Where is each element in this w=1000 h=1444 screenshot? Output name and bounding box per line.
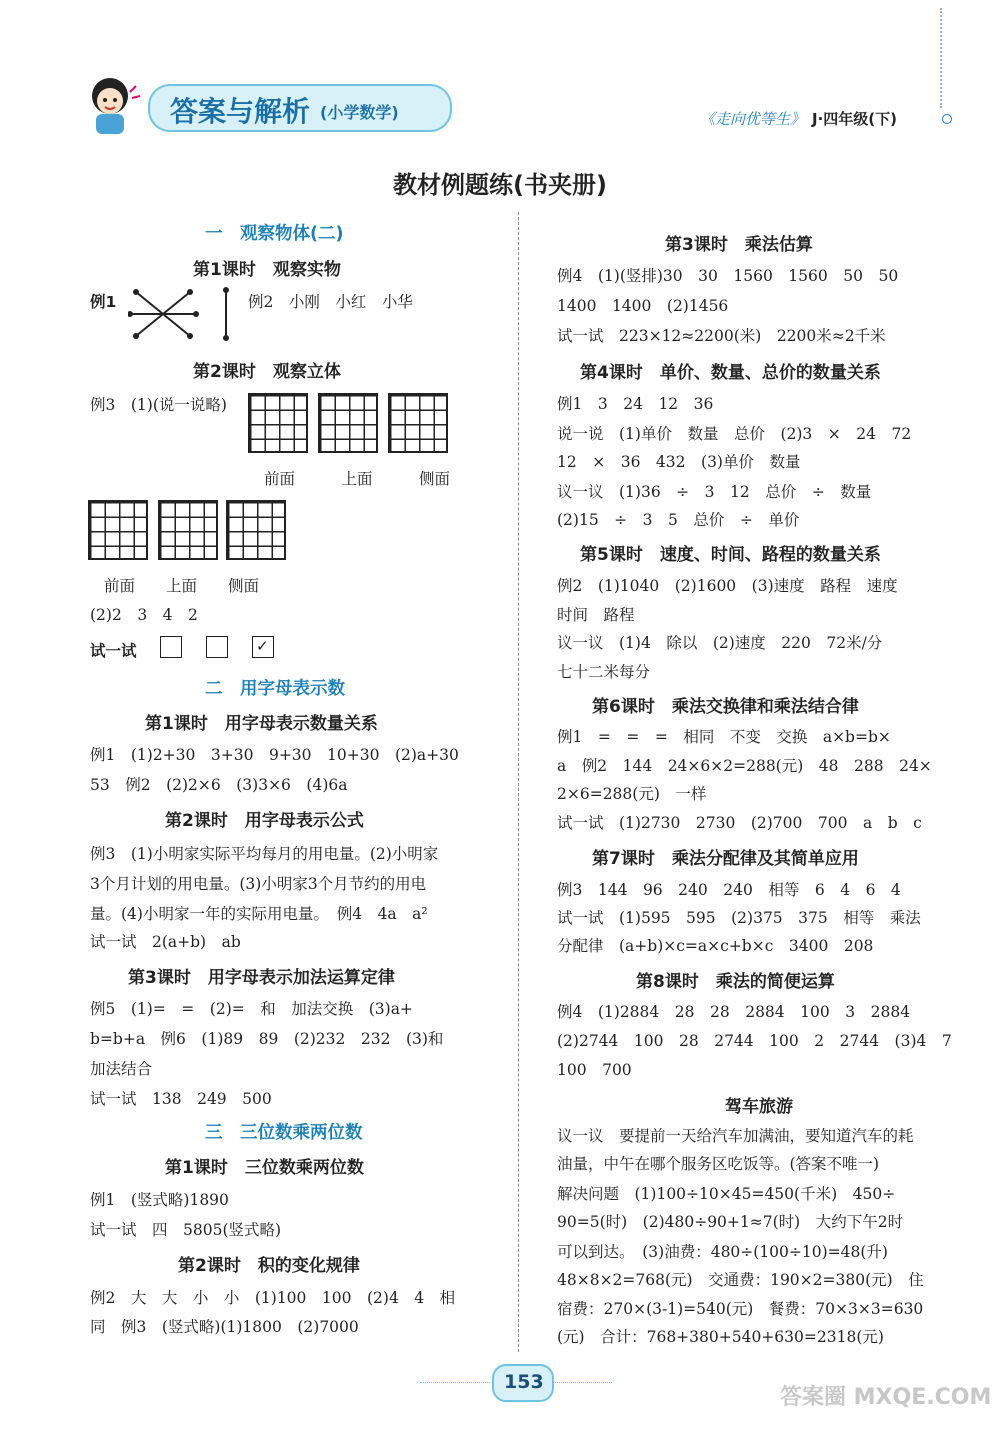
answer-line: 试一试 138 249 500 xyxy=(90,1090,272,1108)
answer-line: 说一说 (1)单价 数量 总价 (2)3 × 24 72 xyxy=(557,425,912,443)
figure-caption: 前面 上面 侧面 xyxy=(104,577,260,595)
try-label: 试一试 xyxy=(90,642,137,660)
grid-figure-front xyxy=(88,500,148,560)
answer-line: 油量，中午在哪个服务区吃饭等。(答案不唯一) xyxy=(557,1155,880,1173)
answer-line: 试一试 (1)595 595 (2)375 375 相等 乘法 xyxy=(557,909,921,927)
grade-label: J·四年级(下) xyxy=(812,110,897,128)
answer-line: 12 × 36 432 (3)单价 数量 xyxy=(557,453,801,471)
example-line: 例3 (1)(说一说略) xyxy=(90,396,227,414)
mascot-icon xyxy=(80,72,144,136)
header-rule xyxy=(940,8,942,108)
answer-line: 例2 大 大 小 小 (1)100 100 (2)4 4 相 xyxy=(90,1289,456,1307)
answer-line: 53 例2 (2)2×6 (3)3×6 (4)6a xyxy=(90,776,348,794)
answer-line: (元) 合计：768+380+540+630=2318(元) xyxy=(557,1328,884,1346)
lesson-heading: 第1课时 三位数乘两位数 xyxy=(165,1158,364,1178)
answer-line: 2×6=288(元) 一样 xyxy=(557,785,707,803)
answer-line: 例3 144 96 240 240 相等 6 4 6 4 xyxy=(557,881,901,899)
answer-line: 1400 1400 (2)1456 xyxy=(557,297,729,315)
lesson-heading: 第5课时 速度、时间、路程的数量关系 xyxy=(580,545,881,565)
answer-line: 例5 (1)= = (2)= 和 加法交换 (3)a+ xyxy=(90,1000,413,1018)
unit3-heading: 三 三位数乘两位数 xyxy=(205,1123,363,1143)
lesson-heading: 第2课时 积的变化规律 xyxy=(178,1256,360,1276)
answer-box xyxy=(206,636,228,658)
lesson-heading: 第2课时 观察立体 xyxy=(193,362,341,382)
answer-line: 七十二米每分 xyxy=(557,663,651,681)
answer-line: (2)2744 100 28 2744 100 2 2744 (3)4 7 xyxy=(557,1032,952,1050)
footer-rule-left xyxy=(420,1382,490,1383)
grid-figure-top xyxy=(318,393,378,453)
lesson-heading: 第1课时 用字母表示数量关系 xyxy=(145,714,378,734)
answer-line: 宿费：270×(3-1)=540(元) 餐费：70×3×3=630 xyxy=(557,1300,924,1318)
answer-line: 量。(4)小明家一年的实际用电量。 例4 4a a² xyxy=(90,905,428,923)
answer-line: 试一试 (1)2730 2730 (2)700 700 a b c xyxy=(557,814,922,832)
lesson-heading: 第1课时 观察实物 xyxy=(193,260,341,280)
answer-line: (2)15 ÷ 3 5 总价 ÷ 单价 xyxy=(557,511,800,529)
answer-line: 时间 路程 xyxy=(557,606,635,624)
watermark: 答案圈 MXQE.COM xyxy=(780,1385,992,1410)
answer-line: 议一议 (1)4 除以 (2)速度 220 72米/分 xyxy=(557,634,883,652)
answer-line: 议一议 要提前一天给汽车加满油，要知道汽车的耗 xyxy=(557,1127,914,1145)
header xyxy=(70,70,950,140)
answer-line: 48×8×2=768(元) 交通费：190×2=380(元) 住 xyxy=(557,1271,924,1289)
answer-line: 加法结合 xyxy=(90,1060,153,1078)
grid-figure-side xyxy=(388,393,448,453)
answer-line: 试一试 四 5805(竖式略) xyxy=(90,1221,282,1239)
check-icon: ✓ xyxy=(256,637,269,655)
series-name: 《走向优等生》 xyxy=(700,110,806,128)
grid-figure-front xyxy=(248,393,308,453)
example-line: 例2 小刚 小红 小华 xyxy=(248,293,413,311)
answer-line: 议一议 (1)36 ÷ 3 12 总价 ÷ 数量 xyxy=(557,483,872,501)
answer-line: 试一试 2(a+b) ab xyxy=(90,933,241,951)
figure-caption: 前面 上面 侧面 xyxy=(264,470,451,488)
star-lines-figure xyxy=(128,284,238,344)
grid-figure-side xyxy=(226,500,286,560)
answer-line: 试一试 223×12≈2200(米) 2200米≈2千米 xyxy=(557,327,886,345)
lesson-heading: 第3课时 用字母表示加法运算定律 xyxy=(128,968,395,988)
header-badge xyxy=(148,84,452,132)
page-title: 教材例题练(书夹册) xyxy=(393,171,607,199)
unit2-heading: 二 用字母表示数 xyxy=(205,679,345,699)
lesson-heading: 第6课时 乘法交换律和乘法结合律 xyxy=(592,697,859,717)
answer-line: 解决问题 (1)100÷10×45=450(千米) 450÷ xyxy=(557,1185,896,1203)
grid-figure-top xyxy=(158,500,218,560)
page-number-badge xyxy=(492,1364,554,1402)
answer-line: 90=5(时) (2)480÷90+1≈7(时) 大约下午2时 xyxy=(557,1213,904,1231)
badge-title: 答案与解析 xyxy=(170,95,311,128)
answer-line: 例1 = = = 相同 不变 交换 a×b=b× xyxy=(557,728,891,746)
example-label: 例1 xyxy=(90,293,117,311)
badge-subtitle: (小学数学) xyxy=(320,103,399,122)
answer-line: 3个月计划的用电量。(3)小明家3个月节约的用电 xyxy=(90,875,427,893)
footer-rule-right xyxy=(552,1382,612,1383)
column-divider xyxy=(518,212,519,1352)
answer-line: 同 例3 (竖式略)(1)1800 (2)7000 xyxy=(90,1318,359,1336)
answer-line: 100 700 xyxy=(557,1061,632,1079)
answer-line: 例3 (1)小明家实际平均每月的用电量。(2)小明家 xyxy=(90,845,439,863)
answer-line: 可以到达。 (3)油费：480÷(100÷10)=48(升) xyxy=(557,1243,888,1261)
section-heading: 驾车旅游 xyxy=(725,1097,793,1117)
answer-line: a 例2 144 24×6×2=288(元) 48 288 24× xyxy=(557,757,932,775)
answer-line: 例1 3 24 12 36 xyxy=(557,395,714,413)
page-number: 153 xyxy=(504,1371,544,1393)
circle-dot-icon xyxy=(942,114,952,124)
answer-line: 例2 (1)1040 (2)1600 (3)速度 路程 速度 xyxy=(557,577,898,595)
answer-line: 例4 (1)2884 28 28 2884 100 3 2884 xyxy=(557,1003,911,1021)
answer-line: b=b+a 例6 (1)89 89 (2)232 232 (3)和 xyxy=(90,1030,444,1048)
lesson-heading: 第7课时 乘法分配律及其简单应用 xyxy=(592,849,859,869)
lesson-heading: 第4课时 单价、数量、总价的数量关系 xyxy=(580,363,881,383)
answer-box-checked xyxy=(252,636,274,658)
answer-line: 例4 (1)(竖排)30 30 1560 1560 50 50 xyxy=(557,267,899,285)
answer-line: 例1 (竖式略)1890 xyxy=(90,1191,229,1209)
answer-line: 分配律 (a+b)×c=a×c+b×c 3400 208 xyxy=(557,937,874,955)
lesson-heading: 第8课时 乘法的简便运算 xyxy=(636,972,835,992)
answer-line: 例1 (1)2+30 3+30 9+30 10+30 (2)a+30 xyxy=(90,746,459,764)
answer-box xyxy=(160,636,182,658)
lesson-heading: 第3课时 乘法估算 xyxy=(665,235,813,255)
lesson-heading: 第2课时 用字母表示公式 xyxy=(165,811,364,831)
unit1-heading: 一 观察物体(二) xyxy=(205,224,344,244)
answer-line: (2)2 3 4 2 xyxy=(90,606,198,624)
